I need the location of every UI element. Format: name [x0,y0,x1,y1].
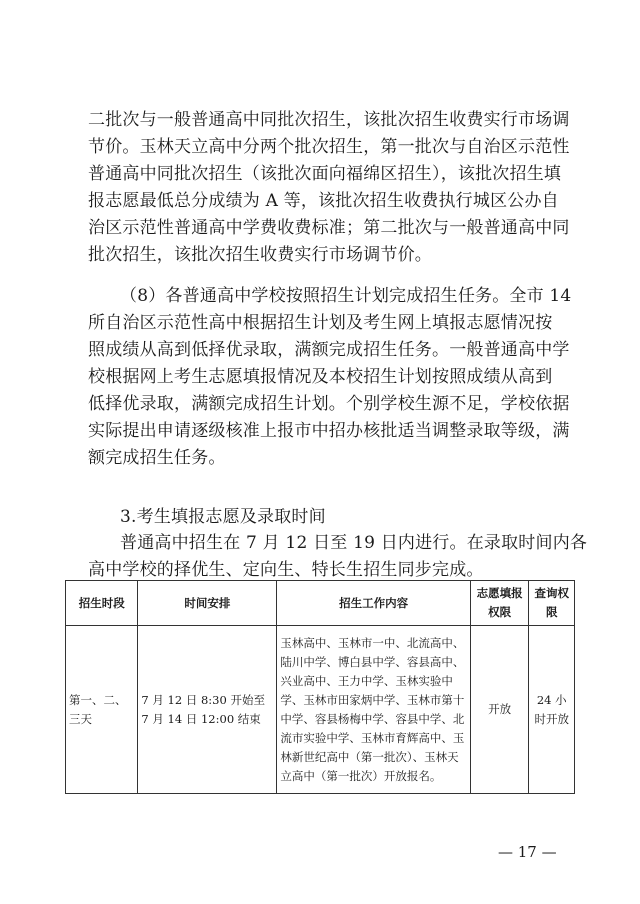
text-line: 批次招生，该批次招生收费实行市场调节价。 [88,245,432,265]
text-line: 节价。玉林天立高中分两个批次招生，第一批次与自治区示范性 [88,137,570,157]
paragraph-1 [88,107,568,269]
cell-period: 第一、二、三天 [66,626,138,794]
paragraph-2 [88,283,572,472]
header-content: 招生工作内容 [277,581,470,626]
page-number: — 17 — [498,843,557,861]
text-line: 普通高中招生在 7 月 12 日至 19 日内进行。在录取时间内各 [120,533,588,553]
header-period: 招生时段 [66,581,138,626]
text-line: 二批次与一般普通高中同批次招生，该批次招生收费实行市场调 [88,110,570,130]
text-line: 报志愿最低总分成绩为 A 等，该批次招生收费执行城区公办自 [88,191,559,211]
text-line: 普通高中同批次招生（该批次面向福绵区招生），该批次招生填 [88,164,562,184]
text-line: 治区示范性普通高中学费收费标准；第二批次与一般普通高中同 [88,218,570,238]
header-query: 查询权限 [529,581,575,626]
table-header-row [66,581,575,626]
text-line: （8）各普通高中学校按照招生计划完成招生任务。全市 14 [120,286,572,306]
schedule-table [65,580,575,794]
header-apply: 志愿填报权限 [470,581,529,626]
text-line: 所自治区示范性高中根据招生计划及考生网上填报志愿情况按 [88,313,553,333]
cell-time: 7 月 12 日 8:30 开始至 7 月 14 日 12:00 结束 [138,626,277,794]
text-line: 照成绩从高到低择优录取，满额完成招生任务。一般普通高中学 [88,340,570,360]
section-heading: 3.考生填报志愿及录取时间 [120,507,326,527]
text-line: 实际提出申请逐级核准上报市中招办核批适当调整录取等级，满 [88,421,570,441]
paragraph-3 [88,530,588,584]
cell-apply: 开放 [470,626,529,794]
text-line: 高中学校的择优生、定向生、特长生招生同步完成。 [88,560,484,580]
text-line: 低择优录取，满额完成招生计划。个别学校生源不足，学校依据 [88,394,570,414]
header-time: 时间安排 [138,581,277,626]
text-line: 额完成招生任务。 [88,448,226,468]
text-line: 校根据网上考生志愿填报情况及本校招生计划按照成绩从高到 [88,367,553,387]
cell-content: 玉林高中、玉林市一中、北流高中、陆川中学、博白县中学、容县高中、兴业高中、王力中学、玉林实验中学、玉林市田家炳中学、玉林市第十中学、容县杨梅中学、容县中学、北流市实验中学、玉林市育辉高中、玉林新世纪高中（第一批次）、玉林天立高中（第一批次）开放报名。 [277,626,470,794]
table-row [66,626,575,794]
cell-query: 24 小时开放 [529,626,575,794]
